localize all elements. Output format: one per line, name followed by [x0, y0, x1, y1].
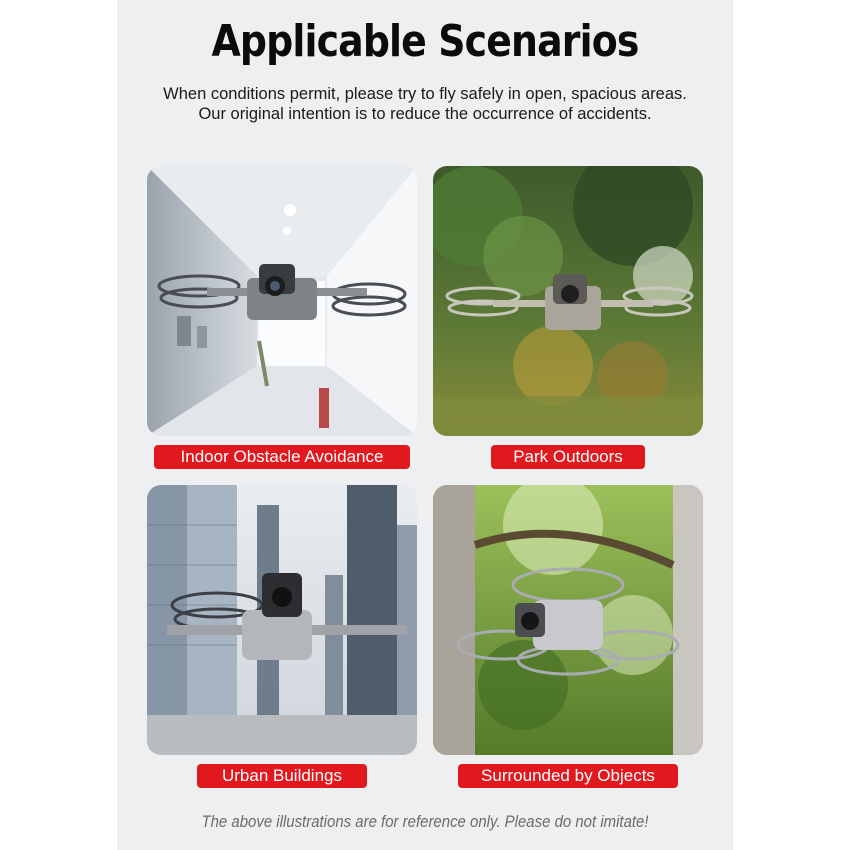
surrounded-scene-photo: [433, 485, 703, 755]
subtitle-line-2: Our original intention is to reduce the occurrence of accidents.: [198, 105, 652, 123]
subtitle-line-1: When conditions permit, please try to fly safely in open, spacious areas.: [163, 85, 687, 103]
park-scene-photo: [433, 166, 703, 436]
scenario-label-park: Park Outdoors: [491, 445, 645, 469]
urban-scene-photo: [147, 485, 417, 755]
page-title: Applicable Scenarios: [211, 16, 639, 67]
indoor-scene-photo: [147, 166, 417, 436]
scenario-label-surrounded: Surrounded by Objects: [458, 764, 678, 788]
scenario-label-urban: Urban Buildings: [197, 764, 367, 788]
scenario-label-indoor: Indoor Obstacle Avoidance: [154, 445, 410, 469]
disclaimer-text: The above illustrations are for reference only. Please do not imitate!: [201, 812, 649, 831]
